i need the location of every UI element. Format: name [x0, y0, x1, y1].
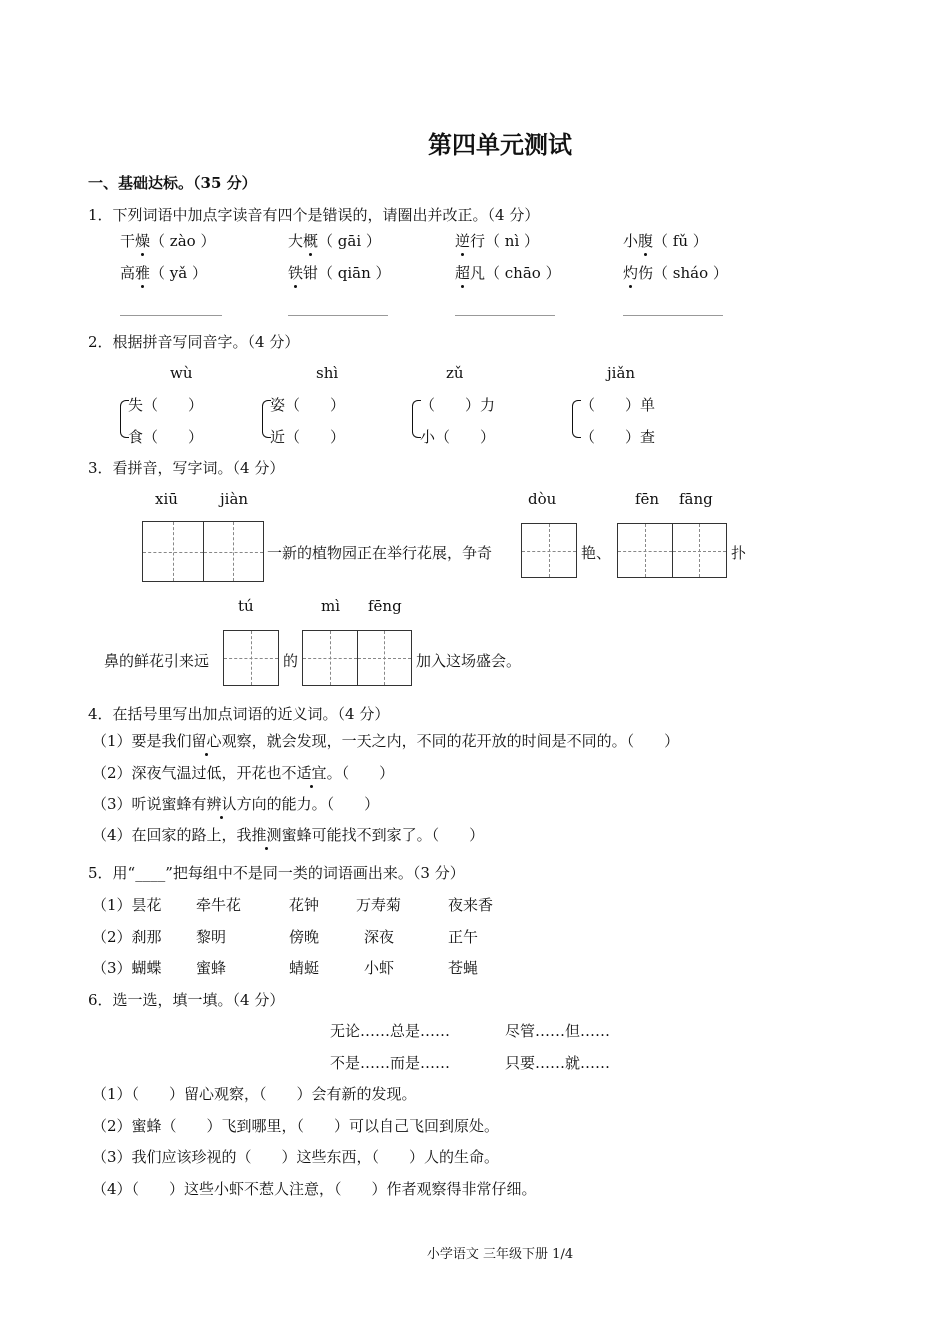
pinyin: zǔ	[446, 364, 464, 382]
section-heading: 一、基础达标。（35 分）	[88, 174, 257, 192]
q6-item: （3）我们应该珍视的（ ）这些东西，（ ）人的生命。	[92, 1148, 500, 1166]
q1-item: 逆行（ nì ）	[455, 232, 540, 250]
q1-item: 高雅（ yǎ ）	[120, 264, 207, 282]
question-3-prompt: 3．看拼音，写字词。（4 分）	[88, 459, 285, 477]
writing-grid[interactable]	[302, 630, 412, 686]
q2-blank: 姿（ ）	[270, 396, 346, 414]
q2-blank: （ ）查	[580, 428, 656, 446]
page-title: 第四单元测试	[428, 130, 572, 159]
answer-line[interactable]	[623, 315, 723, 316]
q3-text: 鼻的鲜花引来远	[104, 652, 210, 670]
q2-blank: （ ）力	[420, 396, 496, 414]
q3-text: 加入这场盛会。	[416, 652, 522, 670]
q5-word: 万寿菊	[356, 896, 402, 914]
q6-option: 无论……总是……	[330, 1022, 451, 1040]
q3-text: 的	[283, 652, 299, 670]
question-4-prompt: 4．在括号里写出加点词语的近义词。（4 分）	[88, 705, 390, 723]
q5-word: 黎明	[196, 928, 227, 946]
q6-item: （2）蜜蜂（ ）飞到哪里，（ ）可以自己飞回到原处。	[92, 1117, 500, 1135]
q5-word: （3）蝴蝶	[92, 959, 162, 977]
question-2-prompt: 2．根据拼音写同音字。（4 分）	[88, 333, 300, 351]
q5-word: 蜻蜓	[289, 959, 320, 977]
page-footer: 小学语文 三年级下册 1/4	[426, 1247, 574, 1262]
q2-blank: 近（ ）	[270, 428, 346, 446]
question-1-prompt: 1．下列词语中加点字读音有四个是错误的，请圈出并改正。（4 分）	[88, 206, 540, 224]
q5-word: 小虾	[364, 959, 395, 977]
writing-grid[interactable]	[142, 521, 264, 582]
q2-blank: 食（ ）	[128, 428, 204, 446]
q4-item: （3）听说蜜蜂有辨认方向的能力。（ ）	[92, 795, 380, 813]
q5-word: （2）刹那	[92, 928, 162, 946]
q1-item: 铁钳（ qiān ）	[288, 264, 391, 282]
q4-item: （1）要是我们留心观察，就会发现，一天之内，不同的花开放的时间是不同的。（ ）	[92, 732, 680, 750]
answer-line[interactable]	[455, 315, 555, 316]
q5-word: 花钟	[289, 896, 320, 914]
q3-text: 一新的植物园正在举行花展，争奇	[267, 544, 493, 562]
pinyin: tú	[238, 597, 254, 615]
q3-text: 扑	[731, 544, 747, 562]
q1-item: 小腹（ fǔ ）	[623, 232, 708, 250]
pinyin: jiǎn	[607, 364, 636, 382]
answer-line[interactable]	[288, 315, 388, 316]
q2-blank: 小（ ）	[420, 428, 496, 446]
pinyin: fāng	[679, 490, 713, 508]
q6-option: 只要……就……	[505, 1054, 611, 1072]
q1-item: 灼伤（ sháo ）	[623, 264, 728, 282]
q6-option: 不是……而是……	[330, 1054, 451, 1072]
answer-line[interactable]	[120, 315, 222, 316]
question-5-prompt: 5．用“____”把每组中不是同一类的词语画出来。（3 分）	[88, 864, 465, 882]
q1-item: 超凡（ chāo ）	[455, 264, 561, 282]
q5-word: 牵牛花	[196, 896, 242, 914]
pinyin: fēn	[635, 490, 660, 508]
q2-blank: （ ）单	[580, 396, 656, 414]
pinyin: jiàn	[220, 490, 249, 508]
q5-word: 蜜蜂	[196, 959, 227, 977]
q4-item: （4）在回家的路上，我推测蜜蜂可能找不到家了。（ ）	[92, 826, 485, 844]
q5-word: 傍晚	[289, 928, 320, 946]
q4-item: （2）深夜气温过低，开花也不适宜。（ ）	[92, 764, 395, 782]
question-6-prompt: 6．选一选，填一填。（4 分）	[88, 991, 285, 1009]
pinyin: fēng	[368, 597, 402, 615]
pinyin: shì	[316, 364, 339, 382]
writing-grid[interactable]	[617, 523, 727, 578]
q6-option: 尽管……但……	[505, 1022, 611, 1040]
q5-word: 夜来香	[448, 896, 494, 914]
pinyin: wù	[170, 364, 193, 382]
q5-word: 苍蝇	[448, 959, 479, 977]
pinyin: mì	[321, 597, 341, 615]
pinyin: dòu	[528, 490, 557, 508]
q2-blank: 失（ ）	[128, 396, 204, 414]
writing-grid[interactable]	[521, 523, 577, 578]
pinyin: xiū	[155, 490, 178, 508]
q6-item: （4）（ ）这些小虾不惹人注意，（ ）作者观察得非常仔细。	[92, 1180, 537, 1198]
q5-word: （1）昙花	[92, 896, 162, 914]
q1-item: 大概（ gāi ）	[288, 232, 381, 250]
q5-word: 正午	[448, 928, 479, 946]
q3-text: 艳、	[581, 544, 612, 562]
writing-grid[interactable]	[223, 630, 279, 686]
q5-word: 深夜	[364, 928, 395, 946]
q1-item: 干燥（ zào ）	[120, 232, 216, 250]
q6-item: （1）（ ）留心观察，（ ）会有新的发现。	[92, 1085, 417, 1103]
